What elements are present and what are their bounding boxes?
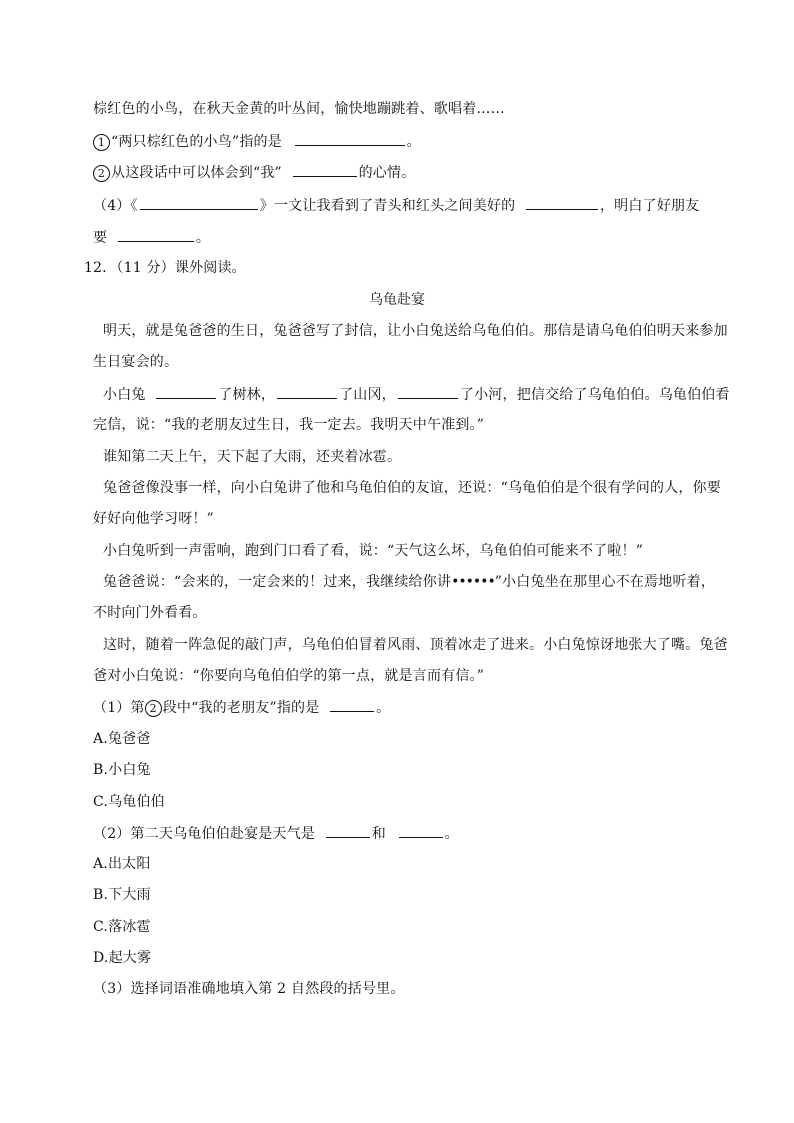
passage-line	[103, 635, 728, 655]
question-12-header	[84, 258, 246, 278]
answer-blank[interactable]	[399, 823, 443, 838]
option-d[interactable]	[93, 948, 151, 968]
option-label: D.起大雾	[93, 950, 152, 966]
option-label: C.乌龟伯伯	[93, 794, 165, 810]
passage-line	[103, 384, 730, 405]
option-b[interactable]	[93, 885, 151, 905]
sub-question-2	[93, 823, 459, 844]
passage-text: 明天，就是兔爸爸的生日，兔爸爸写了封信，让小白兔送给乌龟伯伯。那信是请乌龟伯伯明天来参加	[103, 323, 728, 339]
passage-line	[93, 509, 214, 529]
passage-text: 爸对小白兔说：“你要向乌龟伯伯学的第一点，就是言而有信。”	[93, 668, 485, 684]
question-4-line-1	[93, 195, 699, 216]
answer-blank[interactable]	[140, 195, 258, 210]
passage-text: 了树林，	[218, 387, 276, 403]
option-label: A.兔爸爸	[93, 731, 151, 747]
question-text: 从这段话中可以体会到“我”	[111, 165, 282, 181]
answer-blank[interactable]	[156, 384, 216, 399]
sub-question-1	[93, 697, 390, 718]
punctuation: 。	[376, 700, 391, 716]
option-label: A.出太阳	[93, 856, 151, 872]
option-label: B.下大雨	[93, 887, 151, 903]
question-text: （3）选择词语准确地填入第 2 自然段的括号里。	[93, 981, 405, 997]
passage-line	[93, 666, 484, 686]
answer-blank[interactable]	[277, 384, 337, 399]
question-text: 段中“我的老朋友”指的是	[162, 700, 320, 716]
passage-text: 不时向门外看看。	[93, 605, 207, 621]
question-4-line-2	[93, 227, 210, 248]
passage-text: 小白兔听到一声雷响，跑到门口看了看，说：“天气这么坏，乌龟伯伯可能来不了啦！”	[103, 543, 644, 559]
passage-text: 谁知第二天上午，天下起了大雨，还夹着冰雹。	[103, 449, 402, 465]
answer-blank[interactable]	[526, 195, 598, 210]
answer-blank[interactable]	[398, 384, 458, 399]
question-text: 》一文让我看到了青头和红头之间美好的	[259, 198, 516, 214]
question-text: 要	[93, 230, 108, 246]
passage-text: 完信，说：“我的老朋友过生日，我一定去。我明天中午准到。”	[93, 417, 485, 433]
sub-question-1	[93, 131, 421, 152]
option-c[interactable]	[93, 792, 165, 812]
passage-line	[103, 572, 715, 592]
option-a[interactable]	[93, 729, 151, 749]
passage-text: 了小河，把信交给了乌龟伯伯。乌龟伯伯看	[459, 387, 730, 403]
passage-line	[103, 447, 401, 467]
passage-line	[93, 415, 484, 435]
passage-line	[93, 99, 505, 119]
question-text: “两只棕红色的小鸟”指的是	[111, 134, 282, 150]
circled-number: 2	[145, 700, 162, 717]
punctuation: 。	[406, 134, 421, 150]
answer-blank[interactable]	[118, 227, 194, 242]
passage-line	[93, 352, 178, 372]
option-a[interactable]	[93, 854, 151, 874]
passage-line	[103, 541, 643, 561]
answer-blank[interactable]	[326, 823, 370, 838]
option-b[interactable]	[93, 760, 151, 780]
passage-line	[103, 478, 721, 498]
answer-blank[interactable]	[330, 697, 374, 712]
punctuation: 。	[444, 826, 459, 842]
question-text: 的心情。	[358, 165, 416, 181]
passage-text: 这时，随着一阵急促的敲门声，乌龟伯伯冒着风雨、顶着冰走了进来。小白兔惊讶地张大了嘴。兔爸	[103, 637, 728, 653]
question-label: （4）《	[93, 198, 138, 214]
passage-text: 兔爸爸说：“会来的，一定会来的！过来，我继续给你讲	[103, 574, 452, 590]
passage-line	[93, 603, 207, 623]
question-text: ，明白了好朋友	[599, 198, 700, 214]
punctuation: 。	[195, 230, 211, 246]
question-text: （1）第	[93, 700, 145, 716]
circled-number: 1	[93, 134, 110, 151]
option-label: B.小白兔	[93, 762, 151, 778]
option-c[interactable]	[93, 917, 151, 937]
passage-line	[103, 321, 728, 341]
passage-text: 棕红色的小鸟，在秋天金黄的叶丛间，愉快地蹦跳着、歌唱着……	[93, 101, 505, 117]
passage-text: 小白兔	[103, 387, 146, 403]
passage-text: 好好向他学习呀！”	[93, 511, 214, 527]
passage-title: 乌龟赴宴	[369, 292, 425, 308]
option-label: C.落冰雹	[93, 919, 151, 935]
question-header: 12．（11 分）课外阅读。	[84, 260, 246, 276]
passage-text: 了山冈，	[339, 387, 396, 403]
answer-blank[interactable]	[293, 162, 357, 177]
answer-blank[interactable]	[295, 131, 405, 146]
ellipsis-dots: ••••••	[451, 574, 495, 590]
question-text: （2）第二天乌龟伯伯赴宴是天气是	[93, 826, 316, 842]
passage-text: 兔爸爸像没事一样，向小白兔讲了他和乌龟伯伯的友谊，还说：“乌龟伯伯是个很有学问的人，你要	[103, 480, 721, 496]
passage-text: 生日宴会的。	[93, 354, 179, 370]
sub-question-3	[93, 979, 405, 999]
sub-question-2	[93, 162, 415, 183]
circled-number: 2	[93, 165, 110, 182]
passage-text: ”小白兔坐在那里心不在焉地听着，	[494, 574, 716, 590]
question-text: 和	[371, 826, 386, 842]
